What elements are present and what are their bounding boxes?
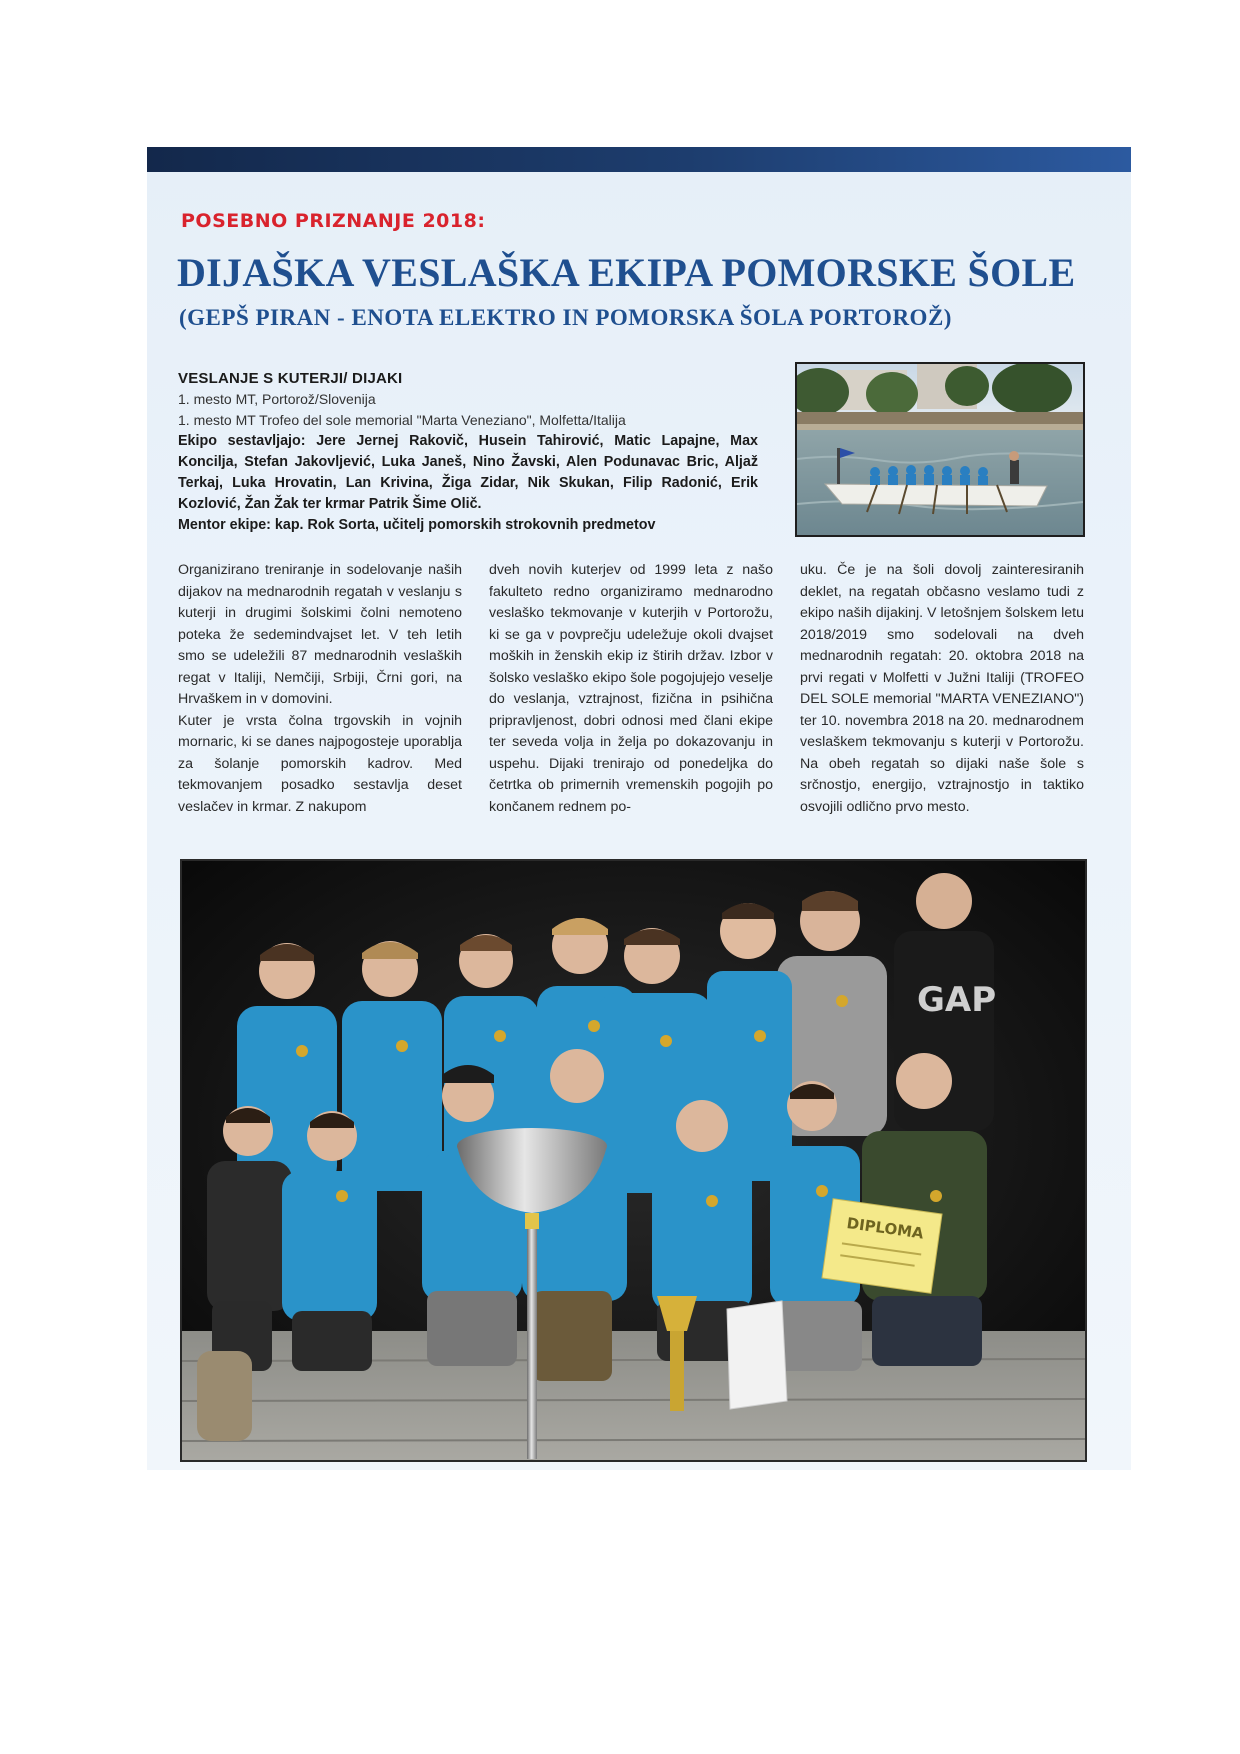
kicker: POSEBNO PRIZNANJE 2018: [181,210,486,232]
team-group-photo [180,859,1087,1462]
discipline-heading: VESLANJE S KUTERJI/ DIJAKI [178,370,403,387]
team-members: Ekipo sestavljajo: Jere Jernej Rakovič, Husein Tahirović, Matic Lapajne, Max Koncilja, Stefan Jakovljević, Luka Janeš, Nino Žavski, Alen Podunavac Bric, Aljaž Terkaj, Luka Hrovatin, Lan Krivina, Žiga Zidar, Nik Skukan, Filip Radonić, Erik Kozlović, Žan Žak ter krmar Patrik Šime Olič. [178,433,758,512]
article-title: DIJAŠKA VESLAŠKA EKIPA POMORSKE ŠOLE [177,250,1076,295]
article-panel [147,147,1131,1470]
certificate-label: DIPLOMA [845,1213,925,1243]
body-paragraph: Organizirano treniranje in sodelovanje naših dijakov na mednarodnih regatah v veslanju s kuterji in drugimi šolskimi čolni nemoteno poteka že sedemindvajset let. V teh letih smo se udeležili 87 mednarodnih veslaških regat v Italiji, Nemčiji, Srbiji, Črni gori, na Hrvaškem in v domovini. [178,562,462,707]
achievement-box [178,368,758,536]
team-mentor: Mentor ekipe: kap. Rok Sorta, učitelj pomorskih strokovnih predmetov [178,517,656,533]
body-paragraph: dveh novih kuterjev od 1999 leta z našo fakulteto redno organiziramo mednarodno veslaško tekmovanje v kuterjih v Portorožu, ki se ga v povprečju udeležuje okoli dvajset moških in ženskih ekip iz štirih držav. Izbor v šolsko veslaško ekipo šole pogojujejo veselje do veslanja, vztrajnost, fizična in psihična pripravljenost, dobri odnosi med člani ekipe ter seveda volja in želja po dokazovanju in uspehu. Dijaki trenirajo od ponedeljka do četrtka ob primernih vremenskih pogojih po končanem rednem po- [489,562,773,815]
result-line-1: 1. mesto MT, Portorož/Slovenija [178,391,376,407]
svg-text:GAP: GAP [917,980,997,1020]
result-line-2: 1. mesto MT Trofeo del sole memorial "Marta Veneziano", Molfetta/Italija [178,412,626,428]
body-paragraph: uku. Če je na šoli dovolj zainteresiranih deklet, na regatah občasno veslamo tudi z ekipo naših dijakinj. V letošnjem šolskem letu 2018/2019 smo sodelovali na dveh mednarodnih regatah: 20. oktobra 2018 na prvi regati v Molfetti v Južni Italiji (TROFEO DEL SOLE memorial "MARTA VENEZIANO") ter 10. novembra 2018 na 20. mednarodnem veslaškem tekmovanju s kuterji v Portorožu. Na obeh regatah so dijaki naše šole s srčnostjo, energijo, vztrajnostjo in taktiko osvojili odlično prvo mesto. [800,562,1084,815]
header-bar [147,147,1131,172]
rowing-boat-photo [795,362,1085,537]
body-paragraph: Kuter je vrsta čolna trgovskih in vojnih mornaric, ki se danes najpogosteje uporablja za šolanje pomorskih kadrov. Med tekmovanjem posadko sestavlja deset veslačev in krmar. Z nakupom [178,712,462,815]
article-subtitle: (GEPŠ PIRAN - ENOTA ELEKTRO IN POMORSKA ŠOLA PORTOROŽ) [179,305,952,330]
